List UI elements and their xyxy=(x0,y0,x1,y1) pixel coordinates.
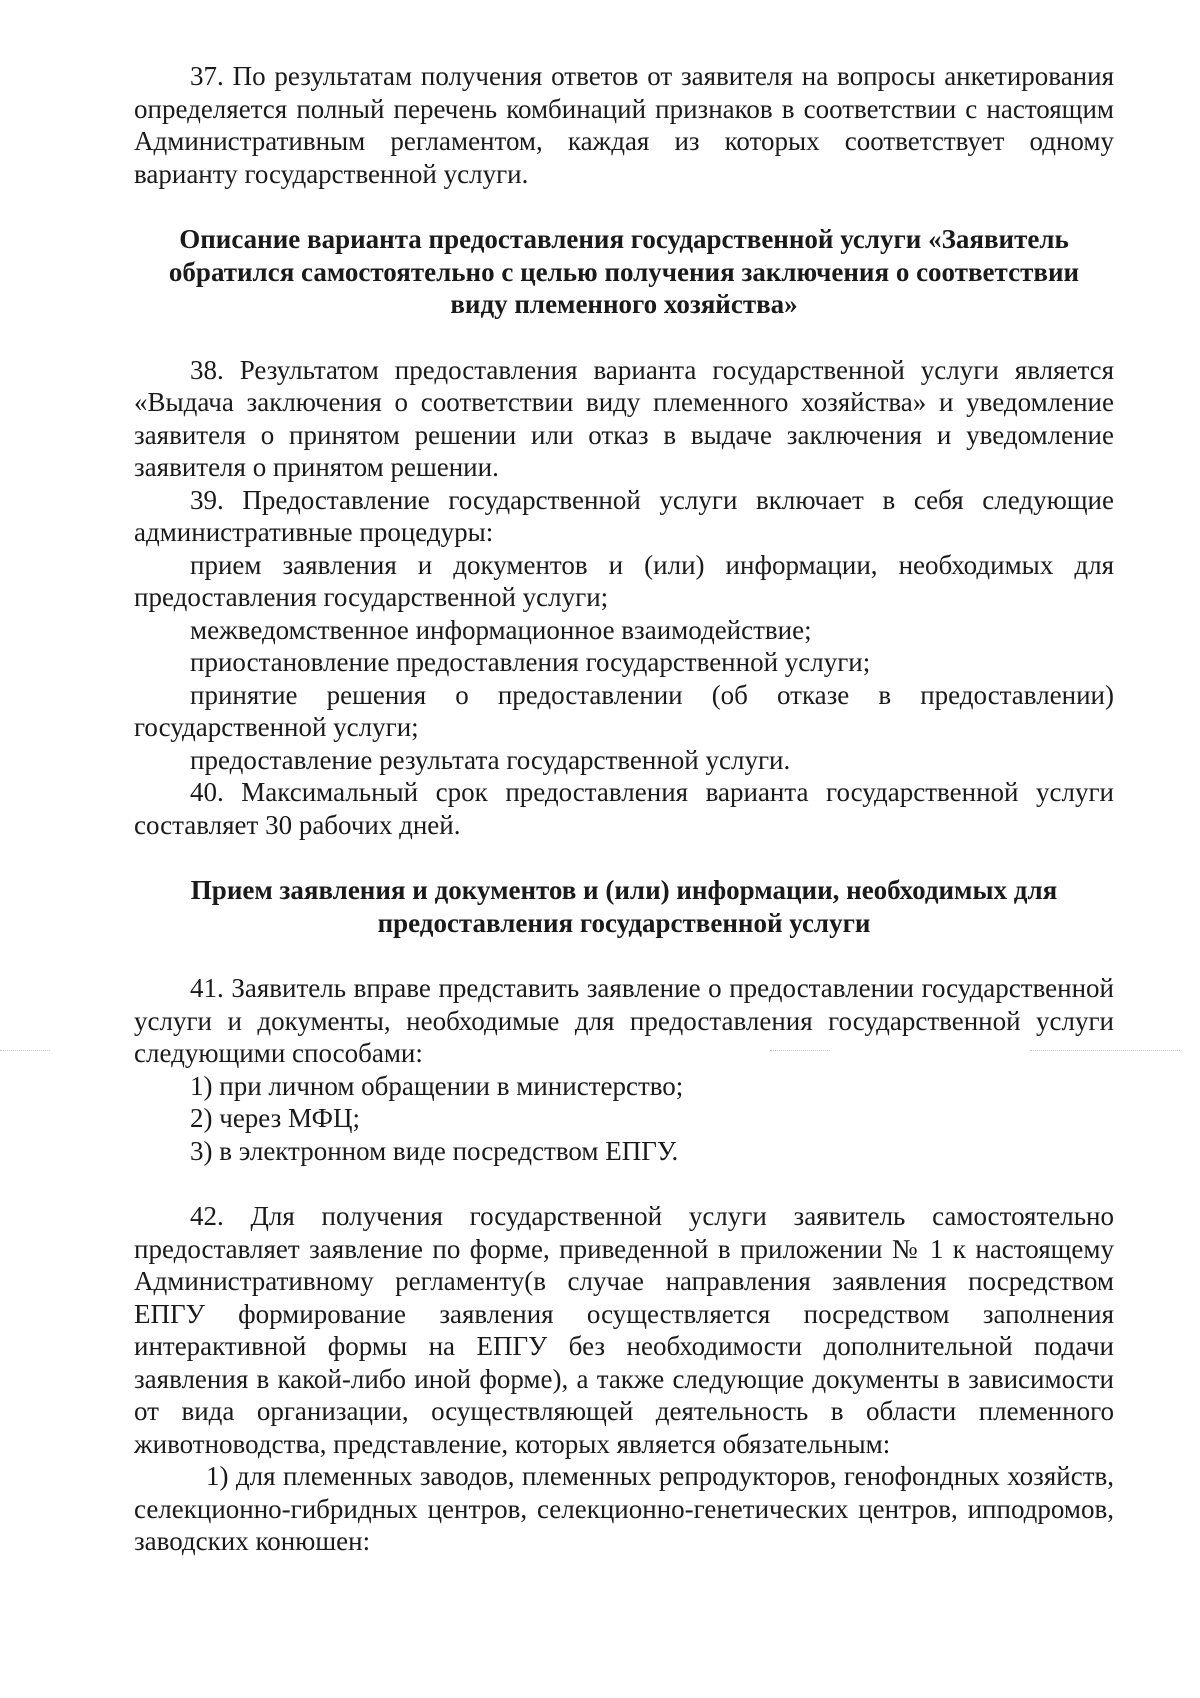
paragraph-39: 39. Предоставление государственной услуги включает в себя следующие административные процедуры: xyxy=(134,484,1114,547)
spacer xyxy=(134,939,1114,972)
submission-method-item: 3) в электронном виде посредством ЕПГУ. xyxy=(190,1135,679,1166)
procedure-item: межведомственное информационное взаимодействие; xyxy=(190,614,812,645)
spacer xyxy=(134,841,1114,874)
procedure-item: приостановление предоставления государственной услуги; xyxy=(190,647,871,677)
paragraph-40: 40. Максимальный срок предоставления варианта государственной услуги составляет 30 рабочих дней. xyxy=(134,777,1114,840)
paragraph-42: 42. Для получения государственной услуги заявитель самостоятельно предоставляет заявление по форме, приведенной в приложении № 1 к настоящему Административному регламенту(в случае направления заявления посредством ЕПГУ формирование заявления осуществляется посредством заполнения интерактивной формы на ЕПГУ без необходимости дополнительной подачи заявления в какой-либо иной форме), а также следующие документы в зависимости от вида организации, осуществляющей деятельность в области племенного животноводства, представление, которых является обязательным: xyxy=(134,1201,1114,1459)
spacer xyxy=(134,321,1114,354)
paragraph-37: 37. По результатам получения ответов от заявителя на вопросы анкетирования определяется полный перечень комбинаций признаков в соответствии с настоящим Административным регламентом, каждая из которых соответствует одному варианту государственной услуги. xyxy=(134,61,1114,189)
document-page xyxy=(134,60,1114,1558)
procedure-item: прием заявления и документов и (или) информации, необходимых для предоставления государственной услуги; xyxy=(134,549,1114,612)
paragraph-42-item-1: 1) для племенных заводов, племенных репродукторов, генофондных хозяйств, селекционно-гибридных центров, селекционно-генетических центров, ипподромов, заводских конюшен: xyxy=(134,1461,1114,1556)
procedure-item: принятие решения о предоставлении (об отказе в предоставлении) государственной услуги; xyxy=(134,679,1114,742)
submission-method-item: 2) через МФЦ; xyxy=(190,1103,361,1133)
section-heading-application-intake: Прием заявления и документов и (или) информации, необходимых для предоставления государственной услуги xyxy=(190,875,1058,938)
procedure-item: предоставление результата государственной услуги. xyxy=(190,744,791,775)
spacer xyxy=(134,190,1114,223)
section-heading-variant-description: Описание варианта предоставления государственной услуги «Заявитель обратился самостоятельно с целью получения заключения о соответствии виду племенного хозяйства» xyxy=(168,224,1080,319)
scan-artifact-right xyxy=(1030,1050,1180,1053)
spacer xyxy=(134,1167,1114,1200)
paragraph-38: 38. Результатом предоставления варианта государственной услуги является «Выдача заключения о соответствии виду племенного хозяйства» и уведомление заявителя о принятом решении или отказ в выдаче заключения и уведомление заявителя о принятом решении. xyxy=(134,354,1114,482)
scan-artifact-mid xyxy=(770,1050,830,1053)
paragraph-41: 41. Заявитель вправе представить заявление о предоставлении государственной услуги и документы, необходимые для предоставления государственной услуги следующими способами: xyxy=(134,973,1114,1068)
submission-method-item: 1) при личном обращении в министерство; xyxy=(190,1070,684,1101)
scan-artifact-left xyxy=(0,1050,50,1053)
